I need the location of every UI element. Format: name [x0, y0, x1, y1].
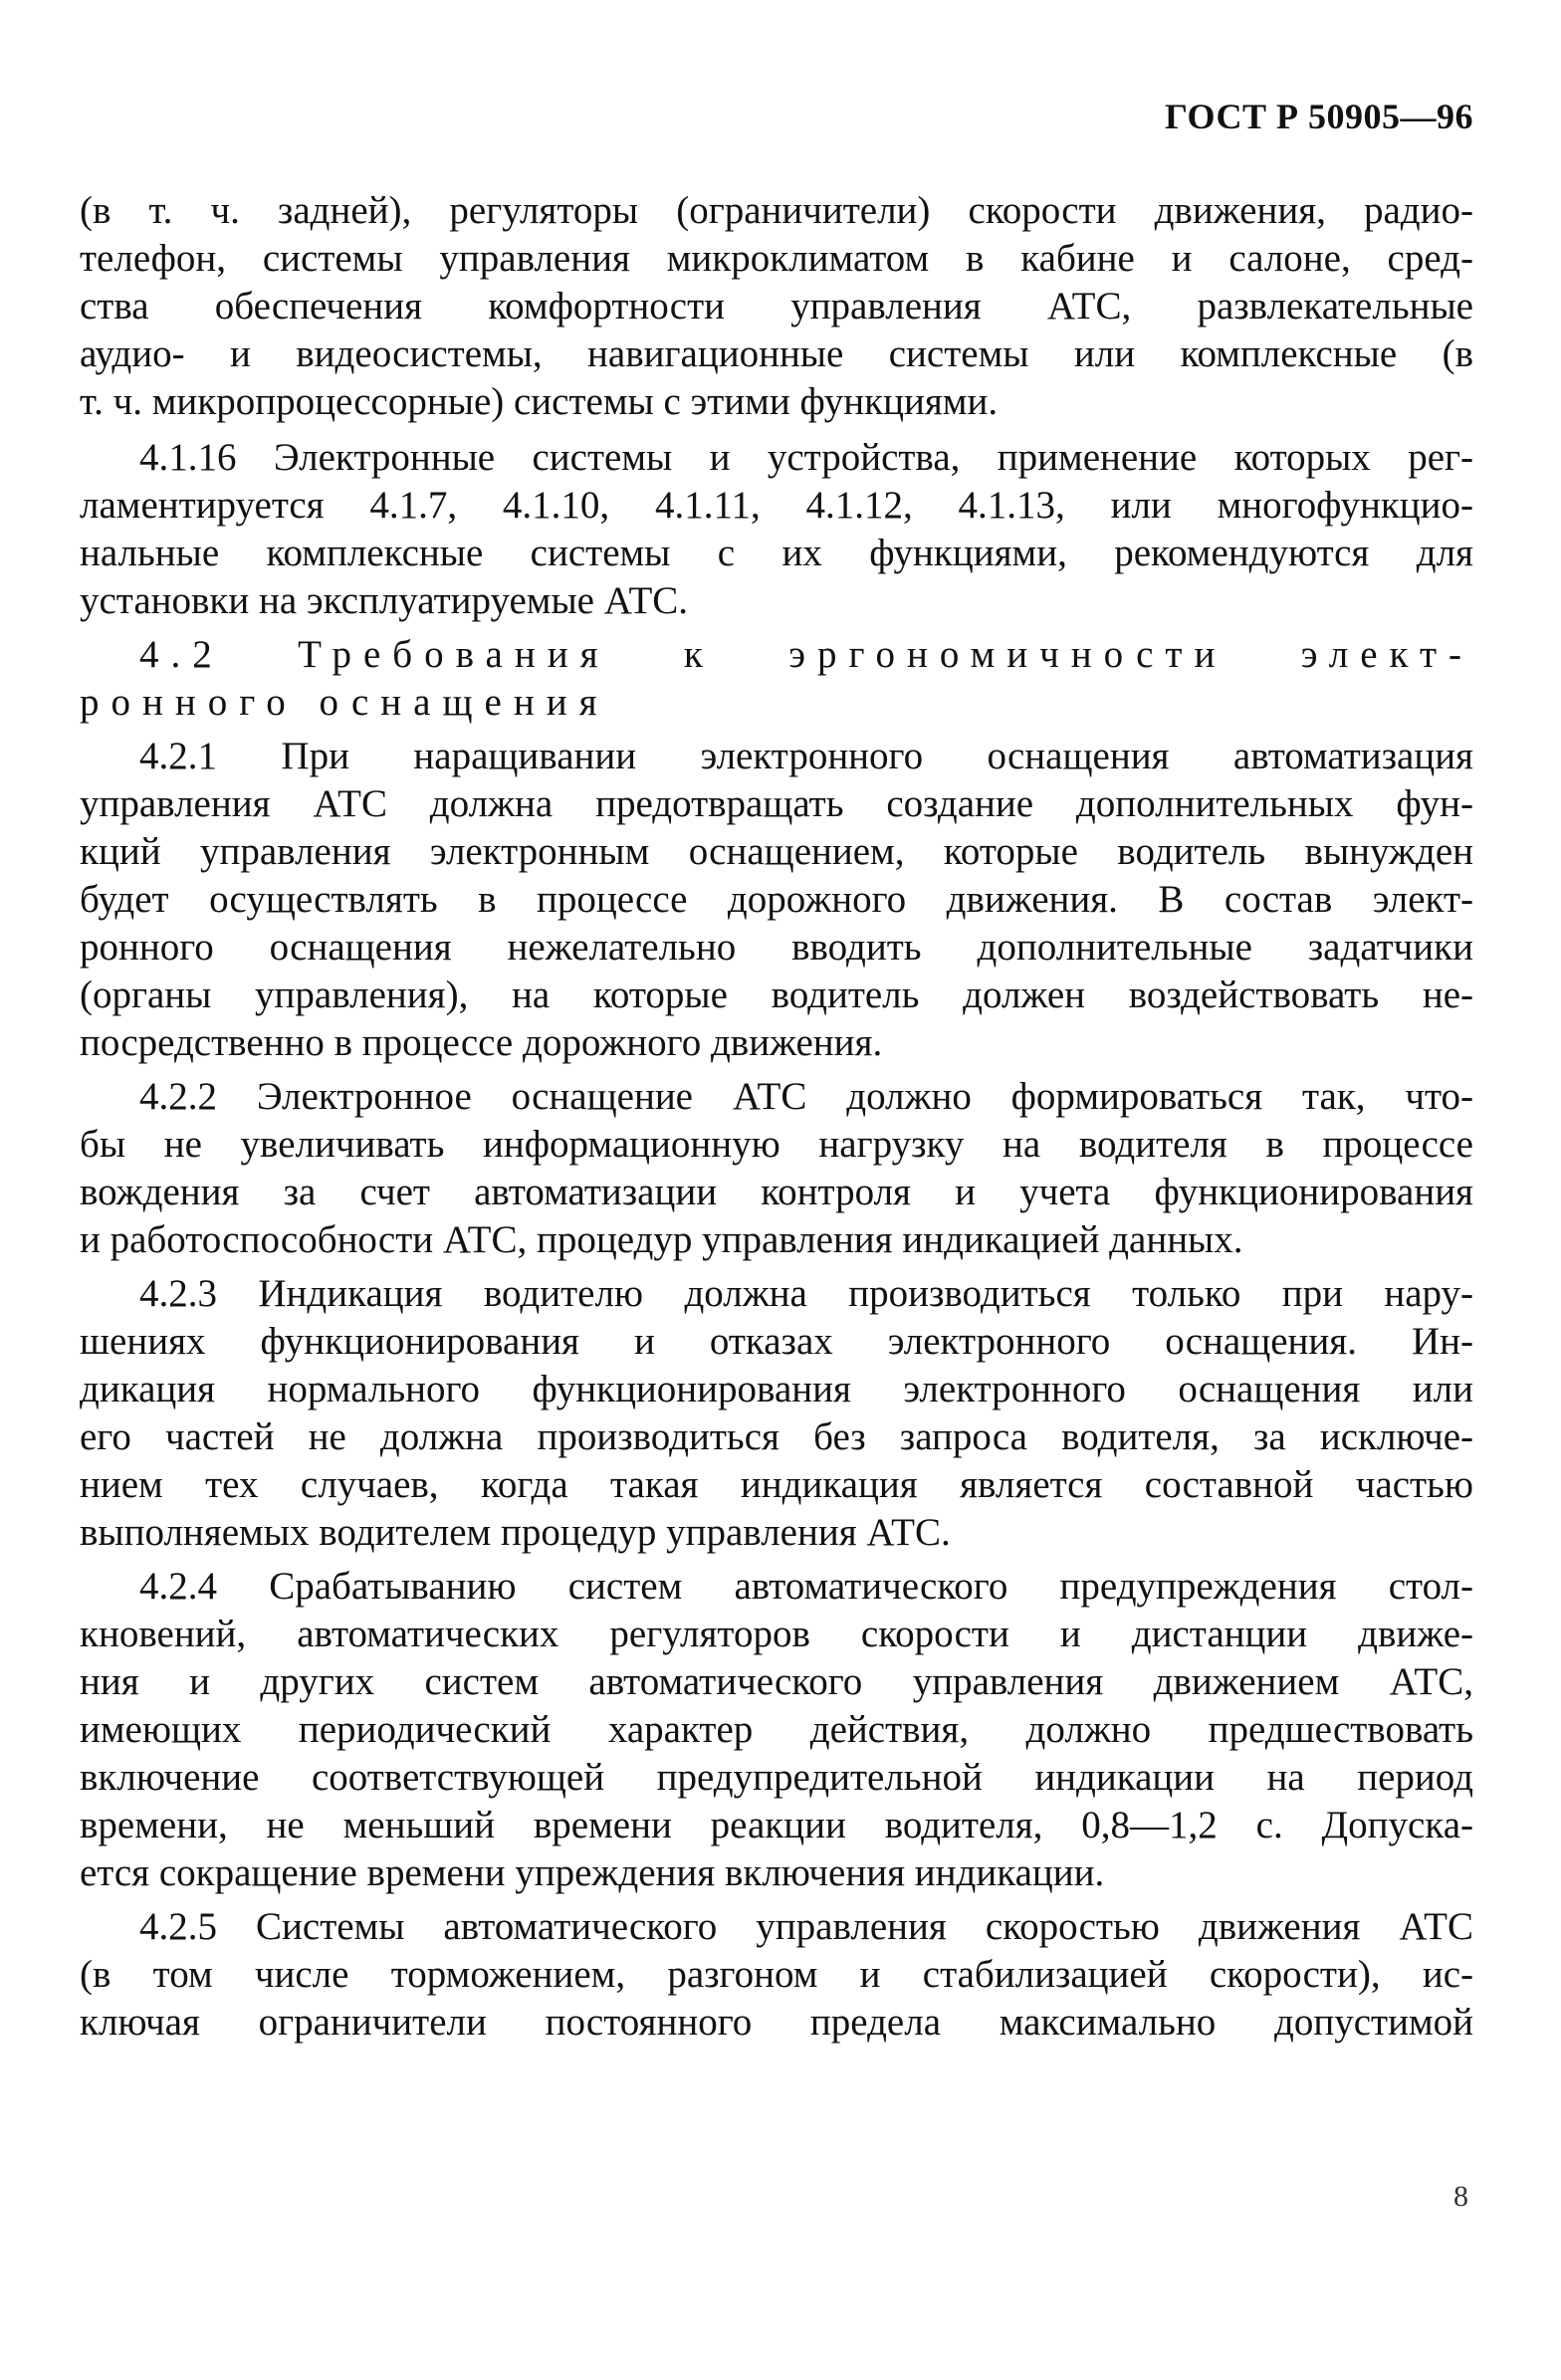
text-line-1: (в т. ч. задней), регуляторы (ограничители) скорости движения, радио-	[80, 189, 1473, 232]
text-line-3: ства обеспечения комфортности управления АТС, развлекательные	[80, 285, 1473, 327]
text-line-2: телефон, системы управления микроклиматом в кабине и салоне, сред-	[80, 237, 1473, 280]
clause-4-2-3-line-4: его частей не должна производиться без запроса водителя, за исключе-	[80, 1415, 1473, 1458]
clause-4-2-4-line-1: 4.2.4 Срабатыванию систем автоматического предупреждения стол-	[139, 1565, 1473, 1608]
section-heading-line-1: 4.2 Требования к эргономичности элект-	[139, 633, 1473, 676]
clause-4-2-1-line-2: управления АТС должна предотвращать создание дополнительных фун-	[80, 782, 1473, 825]
clause-4-2-3-line-6: выполняемых водителем процедур управления АТС.	[80, 1511, 951, 1554]
clause-4-2-1-line-7: посредственно в процессе дорожного движения.	[80, 1021, 883, 1064]
clause-4-2-3-line-1: 4.2.3 Индикация водителю должна производиться только при нару-	[139, 1272, 1473, 1315]
clause-4-1-16-line-2: ламентируется 4.1.7, 4.1.10, 4.1.11, 4.1.12, 4.1.13, или многофункцио-	[80, 484, 1473, 527]
clause-4-2-4-line-2: кновений, автоматических регуляторов скорости и дистанции движе-	[80, 1613, 1473, 1655]
clause-4-2-1-line-5: ронного оснащения нежелательно вводить дополнительные задатчики	[80, 926, 1473, 969]
clause-4-2-2-line-3: вождения за счет автоматизации контроля и учета функционирования	[80, 1171, 1473, 1213]
clause-4-1-16-line-3: нальные комплексные системы с их функциями, рекомендуются для	[80, 532, 1473, 574]
clause-4-2-4-line-3: ния и других систем автоматического управления движением АТС,	[80, 1660, 1473, 1703]
clause-4-2-5-line-3: ключая ограничители постоянного предела максимально допустимой	[80, 2001, 1473, 2044]
clause-4-2-4-line-6: времени, не меньший времени реакции водителя, 0,8—1,2 с. Допуска-	[80, 1804, 1473, 1846]
section-heading-line-2: ронного оснащения	[80, 681, 609, 724]
clause-4-2-2-line-2: бы не увеличивать информационную нагрузку на водителя в процессе	[80, 1123, 1473, 1166]
clause-4-2-5-line-1: 4.2.5 Системы автоматического управления скоростью движения АТС	[139, 1905, 1473, 1948]
clause-4-2-3-line-2: шениях функционирования и отказах электронного оснащения. Ин-	[80, 1320, 1473, 1363]
clause-4-2-2-line-4: и работоспособности АТС, процедур управления индикацией данных.	[80, 1218, 1243, 1261]
clause-4-2-5-line-2: (в том числе торможением, разгоном и стабилизацией скорости), ис-	[80, 1953, 1473, 1996]
clause-4-2-3-line-5: нием тех случаев, когда такая индикация является составной частью	[80, 1463, 1473, 1506]
clause-4-2-1-line-1: 4.2.1 При наращивании электронного оснащения автоматизация	[139, 735, 1473, 777]
clause-4-2-4-line-4: имеющих периодический характер действия, должно предшествовать	[80, 1708, 1473, 1751]
page-number: 8	[1453, 2180, 1468, 2213]
clause-4-2-3-line-3: дикация нормального функционирования электронного оснащения или	[80, 1368, 1473, 1410]
clause-4-2-4-line-5: включение соответствующей предупредительной индикации на период	[80, 1756, 1473, 1799]
clause-4-2-1-line-4: будет осуществлять в процессе дорожного движения. В состав элект-	[80, 878, 1473, 921]
text-line-4: аудио- и видеосистемы, навигационные системы или комплексные (в	[80, 332, 1473, 375]
clause-4-2-2-line-1: 4.2.2 Электронное оснащение АТС должно формироваться так, что-	[139, 1075, 1473, 1118]
clause-4-1-16-line-1: 4.1.16 Электронные системы и устройства, применение которых рег-	[139, 436, 1473, 479]
clause-4-1-16-line-4: установки на эксплуатируемые АТС.	[80, 579, 689, 622]
clause-4-2-1-line-6: (органы управления), на которые водитель должен воздействовать не-	[80, 974, 1473, 1016]
clause-4-2-4-line-7: ется сокращение времени упреждения включения индикации.	[80, 1851, 1105, 1894]
clause-4-2-1-line-3: кций управления электронным оснащением, которые водитель вынужден	[80, 830, 1473, 873]
text-line-5: т. ч. микропроцессорные) системы с этими функциями.	[80, 380, 999, 423]
page-header: ГОСТ Р 50905—96	[1165, 97, 1473, 136]
